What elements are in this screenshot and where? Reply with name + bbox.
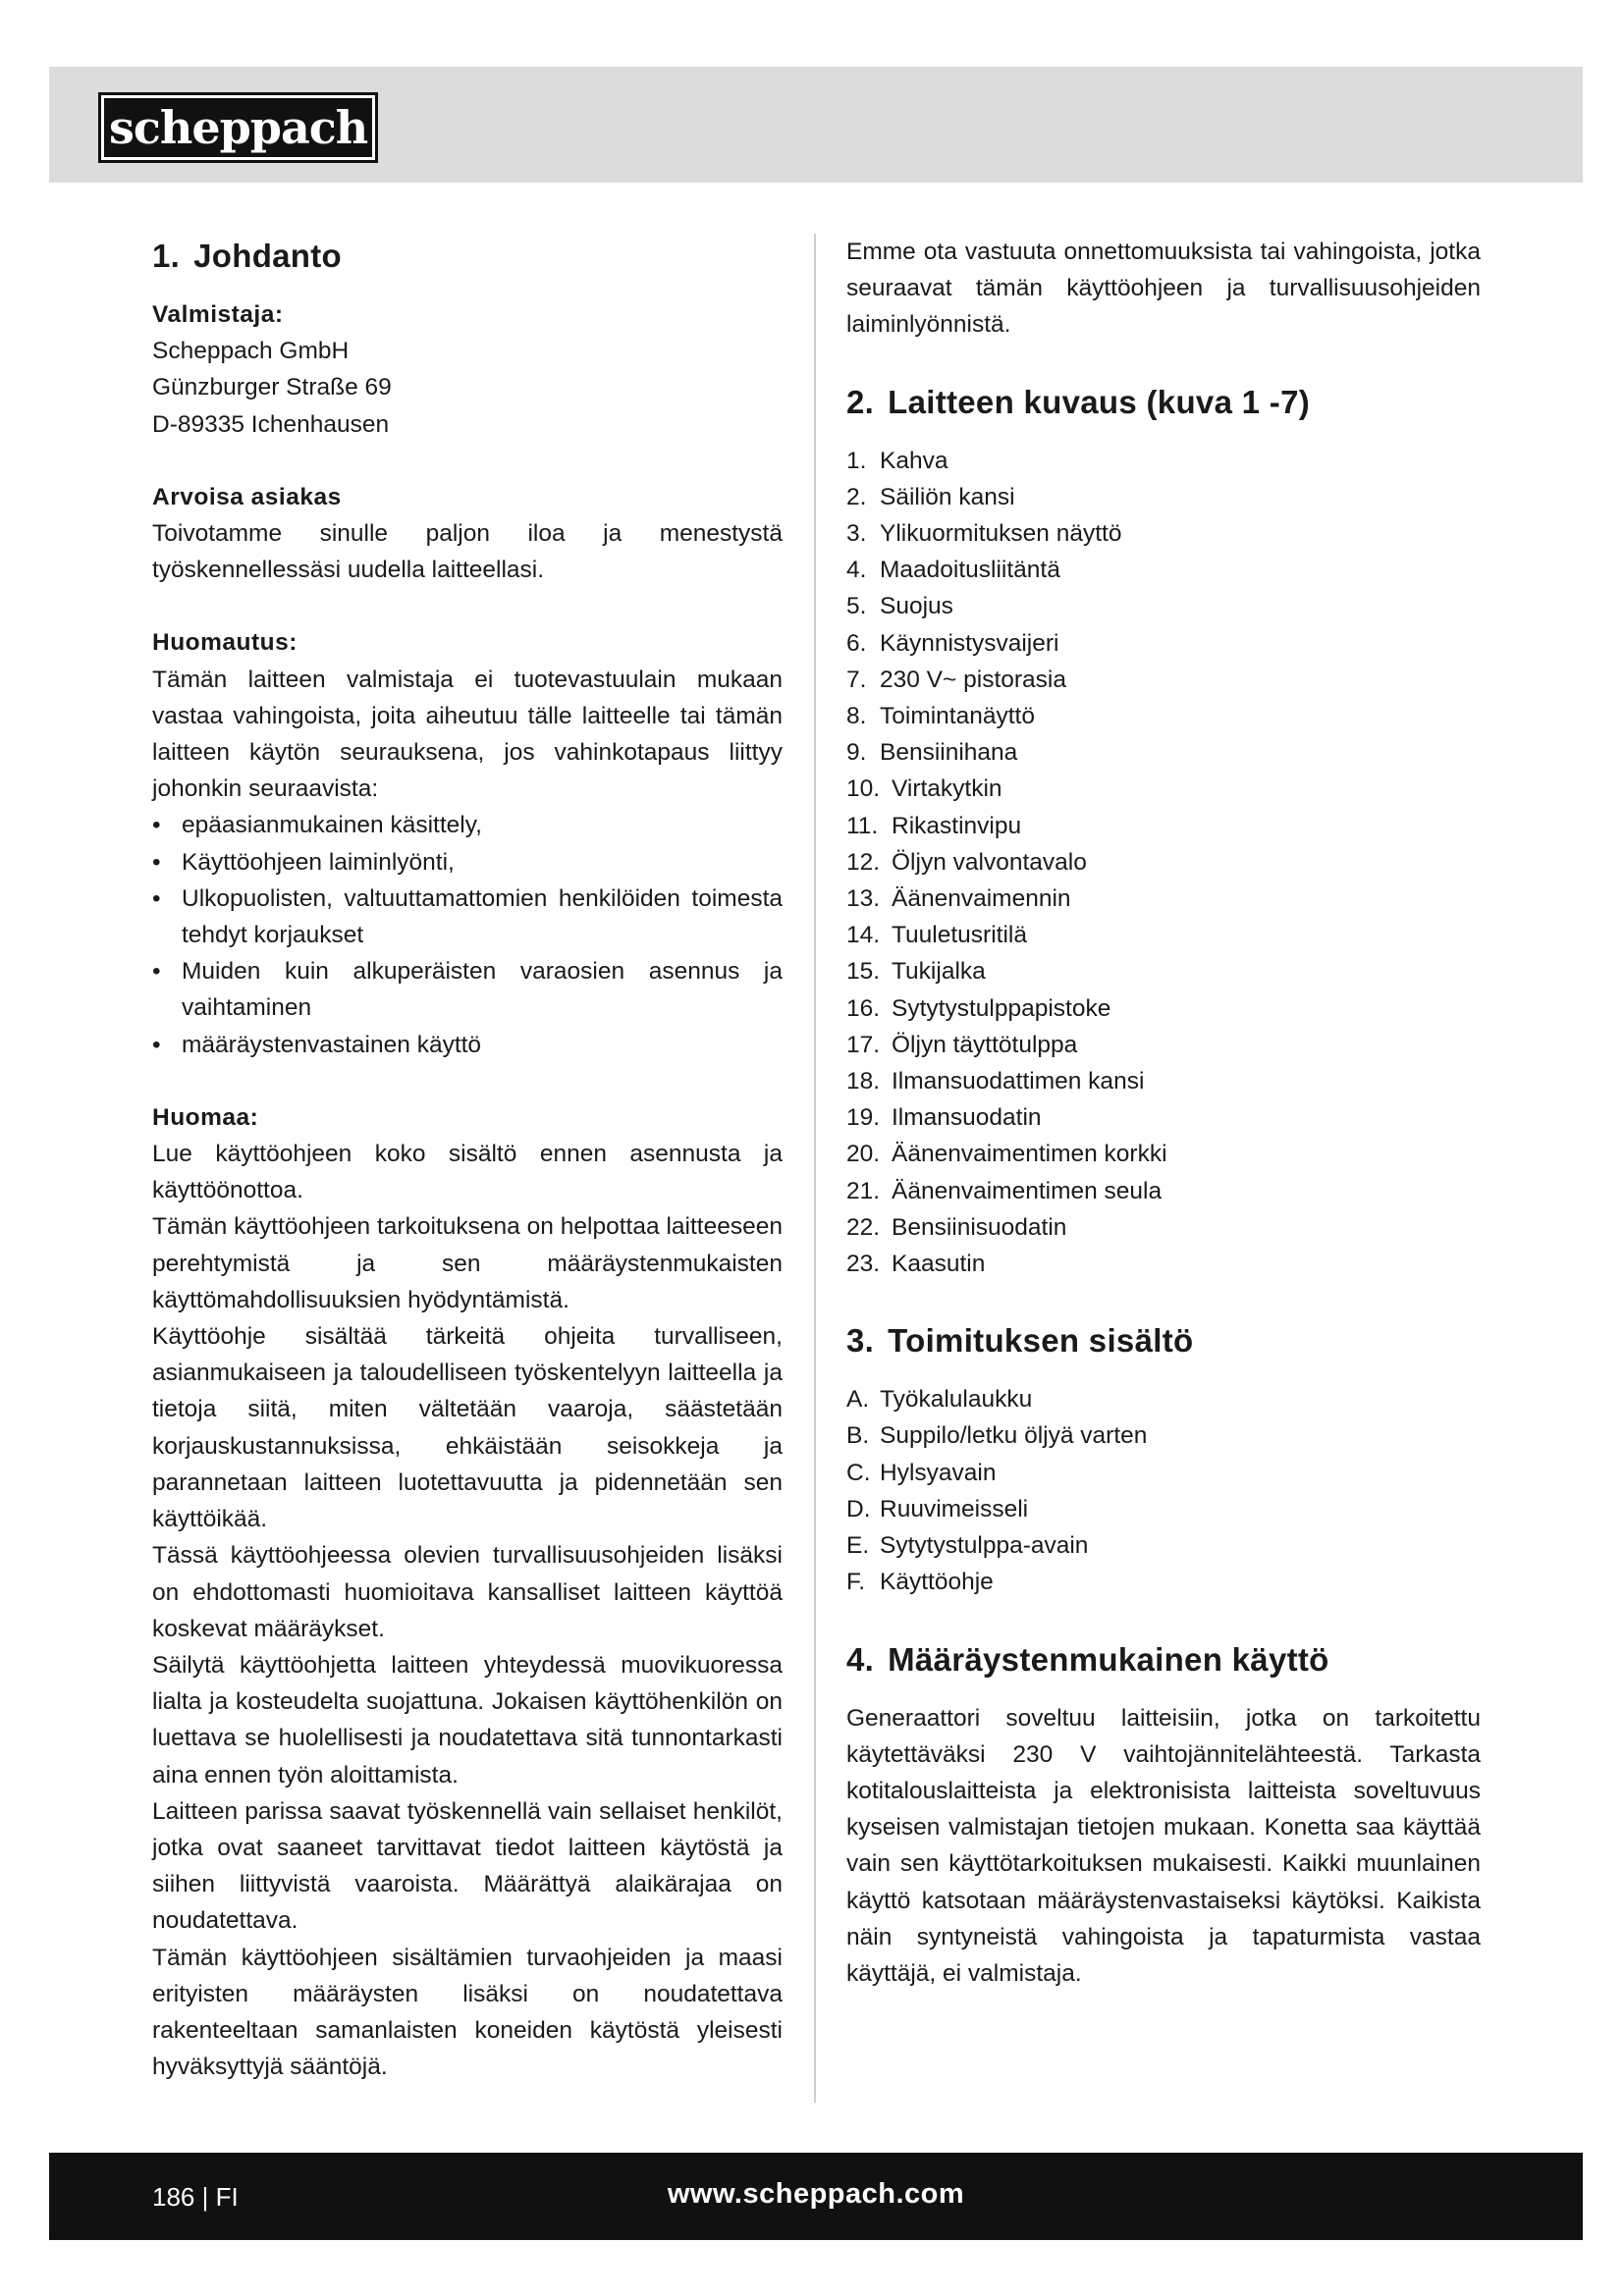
manufacturer-line: Scheppach GmbH (152, 338, 350, 365)
notice-label: Huomautus: (152, 629, 298, 657)
list-item-label: Öljyn valvontavalo (892, 848, 1087, 876)
section-4-number: 4. (846, 1640, 875, 1678)
list-item-number: 12. (846, 848, 881, 876)
list-item (846, 662, 1481, 698)
note-paragraph: Tässä käyttöohjeessa olevien turvallisuusohjeiden lisäksi on ehdottomasti huomioitava kansalliset laitteen käyttöä koskevat määräykset. (152, 1542, 783, 1642)
list-item-number: 2. (846, 483, 867, 510)
list-item-number: 5. (846, 593, 867, 620)
list-item (846, 1381, 1481, 1417)
list-item-label: Maadoitusliitäntä (880, 557, 1060, 584)
list-item-number: 22. (846, 1213, 881, 1241)
list-item-number: 13. (846, 885, 881, 913)
list-item-number: 21. (846, 1177, 881, 1204)
list-item-number: F. (846, 1569, 866, 1596)
list-item-label: Virtakytkin (892, 775, 1002, 803)
page-footer (49, 2153, 1583, 2240)
list-item-number: 9. (846, 739, 867, 767)
list-item-label: Ilmansuodatin (892, 1104, 1042, 1132)
section-4-title: Määräystenmukainen käyttö (888, 1640, 1329, 1678)
list-item (846, 917, 1481, 953)
list-item-number: 4. (846, 557, 867, 584)
list-item-number: 1. (846, 447, 867, 474)
section-3-title: Toimituksen sisältö (888, 1322, 1194, 1360)
manufacturer-line: D-89335 Ichenhausen (152, 410, 390, 438)
list-item (846, 1417, 1481, 1454)
manufacturer-label: Valmistaja: (152, 301, 284, 328)
note-paragraph: Käyttöohje sisältää tärkeitä ohjeita turvalliseen, asianmukaiseen ja taloudelliseen työskentelyyn laitteella ja tietoja siitä, miten vältetään vaaroja, säästetään korjauskustannuksissa, ehkäistään seisokkeja ja parannetaan laitteen luotettavuutta ja pidennetään sen käyttöikää. (152, 1323, 783, 1533)
list-item (846, 698, 1481, 734)
section-2-heading (846, 380, 1481, 425)
notice-text: Tämän laitteen valmistaja ei tuotevastuulain mukaan vastaa vahingoista, joita aiheutuu tälle laitteelle tai tämän laitteen käytön seurauksena, jos vahinkotapaus liittyy johonkin seuraavista: (152, 666, 783, 803)
list-item-label: 230 V~ pistorasia (880, 666, 1066, 693)
list-item-label: Sytytystulppa-avain (880, 1532, 1089, 1560)
website-link[interactable]: www.scheppach.com (667, 2178, 965, 2210)
note-label: Huomaa: (152, 1103, 259, 1131)
left-column (152, 234, 783, 2085)
list-item-number: D. (846, 1495, 871, 1522)
section-4-heading (846, 1637, 1481, 1682)
list-item-number: C. (846, 1459, 871, 1486)
list-item-number: E. (846, 1532, 870, 1560)
list-item (846, 479, 1481, 515)
list-item-label: Ruuvimeisseli (880, 1495, 1029, 1522)
list-item: • epäasianmukainen käsittely, (152, 807, 783, 843)
list-item (846, 771, 1481, 807)
notice-bullet-list (152, 807, 783, 1062)
list-item (846, 734, 1481, 771)
list-item (846, 808, 1481, 844)
list-item (846, 1063, 1481, 1099)
list-item (846, 1564, 1481, 1600)
list-item-label: Kahva (880, 447, 948, 474)
list-item-label: Toimintanäyttö (880, 703, 1035, 730)
list-item-number: 18. (846, 1068, 881, 1095)
list-item (846, 1527, 1481, 1564)
list-item-number: 3. (846, 520, 867, 548)
list-item-number: 7. (846, 666, 867, 693)
list-item-label: Bensiinihana (880, 739, 1018, 767)
list-item (846, 1455, 1481, 1491)
list-item-label: Äänenvaimentimen korkki (892, 1141, 1167, 1168)
list-item-label: Sytytystulppapistoke (892, 994, 1111, 1022)
section-1-heading (152, 234, 783, 279)
list-item-number: B. (846, 1422, 870, 1450)
list-item-label: Työkalulaukku (880, 1386, 1033, 1414)
parts-list (846, 443, 1481, 1283)
list-item-number: 23. (846, 1251, 881, 1278)
list-item (846, 588, 1481, 624)
intended-use-text: Generaattori soveltuu laitteisiin, jotka on tarkoitettu käytettäväksi 230 V vaihtojännitelähteestä. Tarkasta kotitalouslaitteista ja elektronisista laitteista soveltuvuus kyseisen valmistajan tietojen mukaan. Konetta saa käyttää vain sen käyttötarkoituksen mukaisesti. Kaikki muunlainen käyttö katsotaan määräystenvastaiseksi käytöksi. Kaikista näin syntyneistä vahingoista ja tapaturmista vastaa käyttäjä, ei valmistaja. (846, 1704, 1481, 1987)
list-item-label: Bensiinisuodatin (892, 1213, 1067, 1241)
list-item (846, 1491, 1481, 1527)
list-item (846, 1209, 1481, 1246)
liability-text: Emme ota vastuuta onnettomuuksista tai vahingoista, jotka seuraavat tämän käyttöohjeen ja turvallisuusohjeiden laiminlyönnistä. (846, 239, 1481, 339)
list-item (846, 1099, 1481, 1136)
list-item-label: Tuuletusritilä (892, 922, 1027, 949)
list-item: • Ulkopuolisten, valtuuttamattomien henkilöiden toimesta tehdyt korjaukset (152, 881, 783, 953)
scheppach-logo: scheppach (98, 92, 378, 163)
list-item-label: Hylsyavain (880, 1459, 997, 1486)
delivery-list (846, 1381, 1481, 1600)
list-item-label: Öljyn täyttötulppa (892, 1031, 1078, 1058)
list-item-number: 10. (846, 775, 881, 803)
list-item-label: Rikastinvipu (892, 812, 1022, 839)
list-item (846, 1136, 1481, 1172)
list-item (846, 552, 1481, 588)
list-item: • Käyttöohjeen laiminlyönti, (152, 844, 783, 881)
list-item-number: 8. (846, 703, 867, 730)
column-divider (814, 234, 816, 2103)
note-paragraph: Tämän käyttöohjeen sisältämien turvaohjeiden ja maasi erityisten määräysten lisäksi on noudatettava rakenteeltaan samanlaisten koneiden käytöstä yleisesti hyväksyttyjä sääntöjä. (152, 1944, 783, 2081)
list-item (846, 1246, 1481, 1282)
list-item-number: 15. (846, 958, 881, 986)
section-3-number: 3. (846, 1322, 875, 1360)
list-item-label: Ilmansuodattimen kansi (892, 1068, 1145, 1095)
list-item (846, 625, 1481, 662)
note-paragraph: Lue käyttöohjeen koko sisältö ennen asennusta ja käyttöönottoa. (152, 1141, 783, 1204)
list-item (846, 443, 1481, 479)
section-2-title: Laitteen kuvaus (kuva 1 -7) (888, 383, 1311, 420)
list-item-label: Säiliön kansi (880, 483, 1015, 510)
dear-customer-text: Toivotamme sinulle paljon iloa ja menestystä työskennellessäsi uudella laitteellasi. (152, 520, 783, 584)
list-item (846, 1173, 1481, 1209)
list-item-label: Kaasutin (892, 1251, 986, 1278)
note-paragraph: Laitteen parissa saavat työskennellä vain sellaiset henkilöt, jotka ovat saaneet tarvittavat tiedot laitteen käytöstä ja siihen liittyvistä vaaroista. Määrättyä alaikärajaa on noudatettava. (152, 1797, 783, 1935)
list-item-label: Suppilo/letku öljyä varten (880, 1422, 1148, 1450)
list-item-label: Käynnistysvaijeri (880, 629, 1059, 657)
list-item-label: Ylikuormituksen näyttö (880, 520, 1122, 548)
list-item (846, 1027, 1481, 1063)
dear-customer-label: Arvoisa asiakas (152, 483, 342, 510)
list-item-number: 14. (846, 922, 881, 949)
list-item-number: 6. (846, 629, 867, 657)
page-header (49, 67, 1583, 183)
list-item-label: Äänenvaimennin (892, 885, 1071, 913)
list-item: • Muiden kuin alkuperäisten varaosien asennus ja vaihtaminen (152, 953, 783, 1026)
list-item (846, 990, 1481, 1027)
list-item-number: 17. (846, 1031, 881, 1058)
list-item: • määräystenvastainen käyttö (152, 1027, 783, 1063)
section-1-number: 1. (152, 238, 181, 274)
section-2-number: 2. (846, 383, 875, 420)
list-item-label: Tukijalka (892, 958, 986, 986)
note-paragraph: Säilytä käyttöohjetta laitteen yhteydessä muovikuoressa lialta ja kosteudelta suojattuna. Jokaisen käyttöhenkilön on luettava se huolellisesti ja noudatettava sitä tunnontarkasti aina ennen työn aloittamista. (152, 1651, 783, 1789)
list-item (846, 844, 1481, 881)
page-number: 186 | FI (152, 2182, 239, 2212)
list-item-number: 16. (846, 994, 881, 1022)
right-column (846, 234, 1481, 1992)
section-1-title: Johdanto (193, 238, 343, 274)
manufacturer-line: Günzburger Straße 69 (152, 374, 392, 401)
list-item-number: 11. (846, 812, 879, 839)
list-item-label: Suojus (880, 593, 953, 620)
list-item (846, 881, 1481, 917)
note-paragraph: Tämän käyttöohjeen tarkoituksena on helpottaa laitteeseen perehtymistä ja sen määräystenmukaisten käyttömahdollisuuksien hyödyntämistä. (152, 1213, 783, 1313)
list-item-number: 19. (846, 1104, 881, 1132)
list-item-number: A. (846, 1386, 870, 1414)
list-item-label: Käyttöohje (880, 1569, 994, 1596)
list-item-label: Äänenvaimentimen seula (892, 1177, 1163, 1204)
list-item (846, 515, 1481, 552)
list-item-number: 20. (846, 1141, 881, 1168)
section-3-heading (846, 1318, 1481, 1363)
list-item (846, 953, 1481, 989)
